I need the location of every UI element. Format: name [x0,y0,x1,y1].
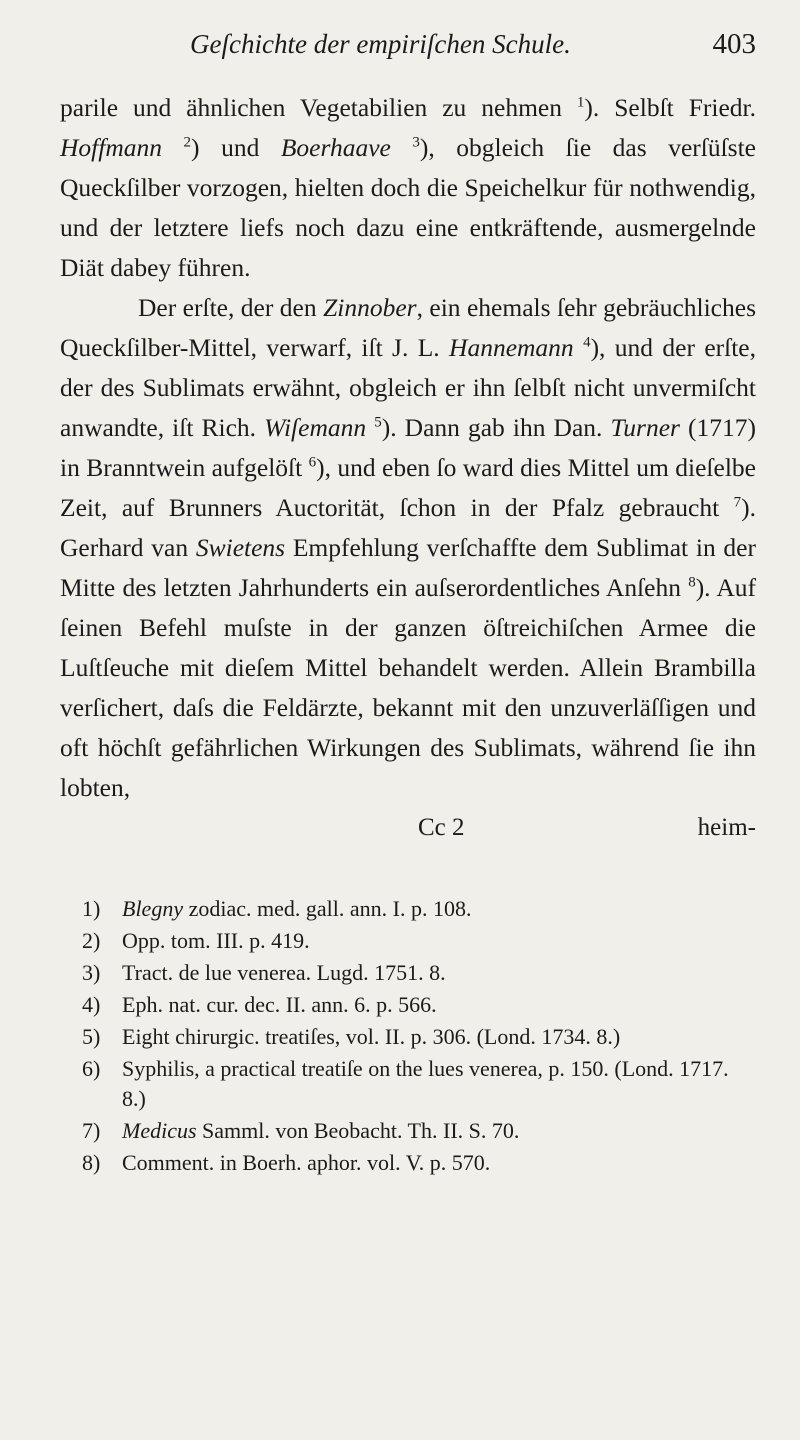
footnote [60,990,756,1020]
author-name: Blegny [122,896,184,921]
footnote-number: 8) [82,1150,101,1175]
footnote-text [122,1054,756,1114]
text-run [391,133,413,162]
footnote-number: 4) [82,992,101,1017]
citation: Comment. in Boerh. aphor. vol. V. p. 570. [122,1150,491,1175]
name-wisemann: Wiſemann [264,413,367,442]
text-run: parile und ähnlichen Vegetabilien zu nehmen [60,93,577,122]
footnote-number: 7) [82,1118,101,1143]
name-swietens: Swietens [195,533,286,562]
citation: zodiac. med. gall. ann. I. p. 108. [183,896,472,921]
footnote-number: 5) [82,1024,101,1049]
text-run: ), und der erſte, der des Sublimats erwähnt, obgleich er ihn ſelbſt nicht unvermiſcht anwandte, iſt Rich. [60,333,756,442]
footnote-ref-1: 1 [576,94,585,111]
footnote-text [122,1116,756,1146]
page-number: 403 [712,28,756,60]
running-title: Geſchichte der empiriſchen Schule. [190,29,571,59]
footnote-text [122,894,756,924]
footnote-number: 6) [82,1056,101,1081]
footnote-ref-2: 2 [183,134,192,151]
footnote-text [122,1148,756,1178]
paragraph-1 [60,88,756,288]
text-run: ) und [191,133,281,162]
citation: Samml. von Beobacht. Th. II. S. 70. [196,1118,520,1143]
text-run [574,333,583,362]
signature-line [60,808,756,848]
footnote-number: 3) [82,960,101,985]
author-name: Medicus [122,1118,197,1143]
signature-mark: Cc 2 [418,814,465,841]
footnote-text [122,1022,756,1052]
footnote-text [122,926,756,956]
citation: Eph. nat. cur. dec. II. ann. 6. p. 566. [122,992,437,1017]
main-text [60,88,756,808]
name-boerhaave: Boerhaave [280,133,391,162]
citation: Opp. tom. III. p. 419. [122,928,310,953]
footnote-ref-7: 7 [733,494,742,511]
text-run [366,413,374,442]
paragraph-2 [60,288,756,808]
text-run: Der erſte, der den [138,293,324,322]
footnote-ref-3: 3 [412,134,420,151]
text-run: ). Auf ſeinen Befehl muſste in der ganzen öſtreichiſchen Armee die Luſtſeuche mit dieſem Mittel behandelt werden. Allein Brambilla verſichert, daſs die Feldärzte, bekannt mit den unzuverläſſigen und oft höchſt gefährlichen Wirkungen des Sublimats, während ſie ihn lobten, [60,573,756,802]
text-run: ). Selbſt Friedr. [584,93,756,122]
footnote-text [122,990,756,1020]
footnote-ref-5: 5 [374,414,382,431]
footnote [60,894,756,924]
footnote [60,1054,756,1114]
text-run [162,133,184,162]
text-run: ), und eben ſo ward dies Mittel um dieſelbe Zeit, auf Brunners Auctorität, ſchon in der Pfalz gebraucht [60,453,756,522]
footnote-ref-4: 4 [583,334,591,351]
footnote [60,1148,756,1178]
footnote [60,1022,756,1052]
text-run: ). Gerhard van [60,493,756,562]
citation: Syphilis, a practical treatiſe on the lues venerea, p. 150. (Lond. 1717. 8.) [122,1056,729,1111]
citation: Eight chirurgic. treatiſes, vol. II. p. 306. (Lond. 1734. 8.) [122,1024,621,1049]
name-hoffmann: Hoffmann [60,133,162,162]
name-hannemann: Hannemann [449,333,574,362]
name-turner: Turner [610,413,680,442]
footnote [60,958,756,988]
footnote-ref-8: 8 [688,574,696,591]
footnote-number: 1) [82,896,101,921]
text-run: , ein ehemals ſehr gebräuchliches Queckſilber-Mittel, verwarf, iſt J. L. [60,293,756,362]
text-run: Empfehlung verſchaffte dem Sublimat in der Mitte des letzten Jahrhunderts ein auſserordentliches Anſehn [60,533,756,602]
text-run: ), obgleich ſie das verſüſste Queckſilber vorzogen, hielten doch die Speichelkur für nothwendig, und der letztere liefs noch dazu eine entkräftende, ausmergelnde Diät dabey führen. [60,133,757,282]
footnote [60,1116,756,1146]
running-header [60,28,756,88]
text-run: ). Dann gab ihn Dan. [381,413,611,442]
footnote-number: 2) [82,928,101,953]
footnote [60,926,756,956]
term-zinnober: Zinnober [323,293,417,322]
footnote-text [122,958,756,988]
catchword: heim- [697,814,756,841]
footnotes [60,894,756,1178]
citation: Tract. de lue venerea. Lugd. 1751. 8. [122,960,446,985]
footnote-ref-6: 6 [308,454,317,471]
text-run: (1717) in Branntwein aufgelöſt [60,413,757,482]
